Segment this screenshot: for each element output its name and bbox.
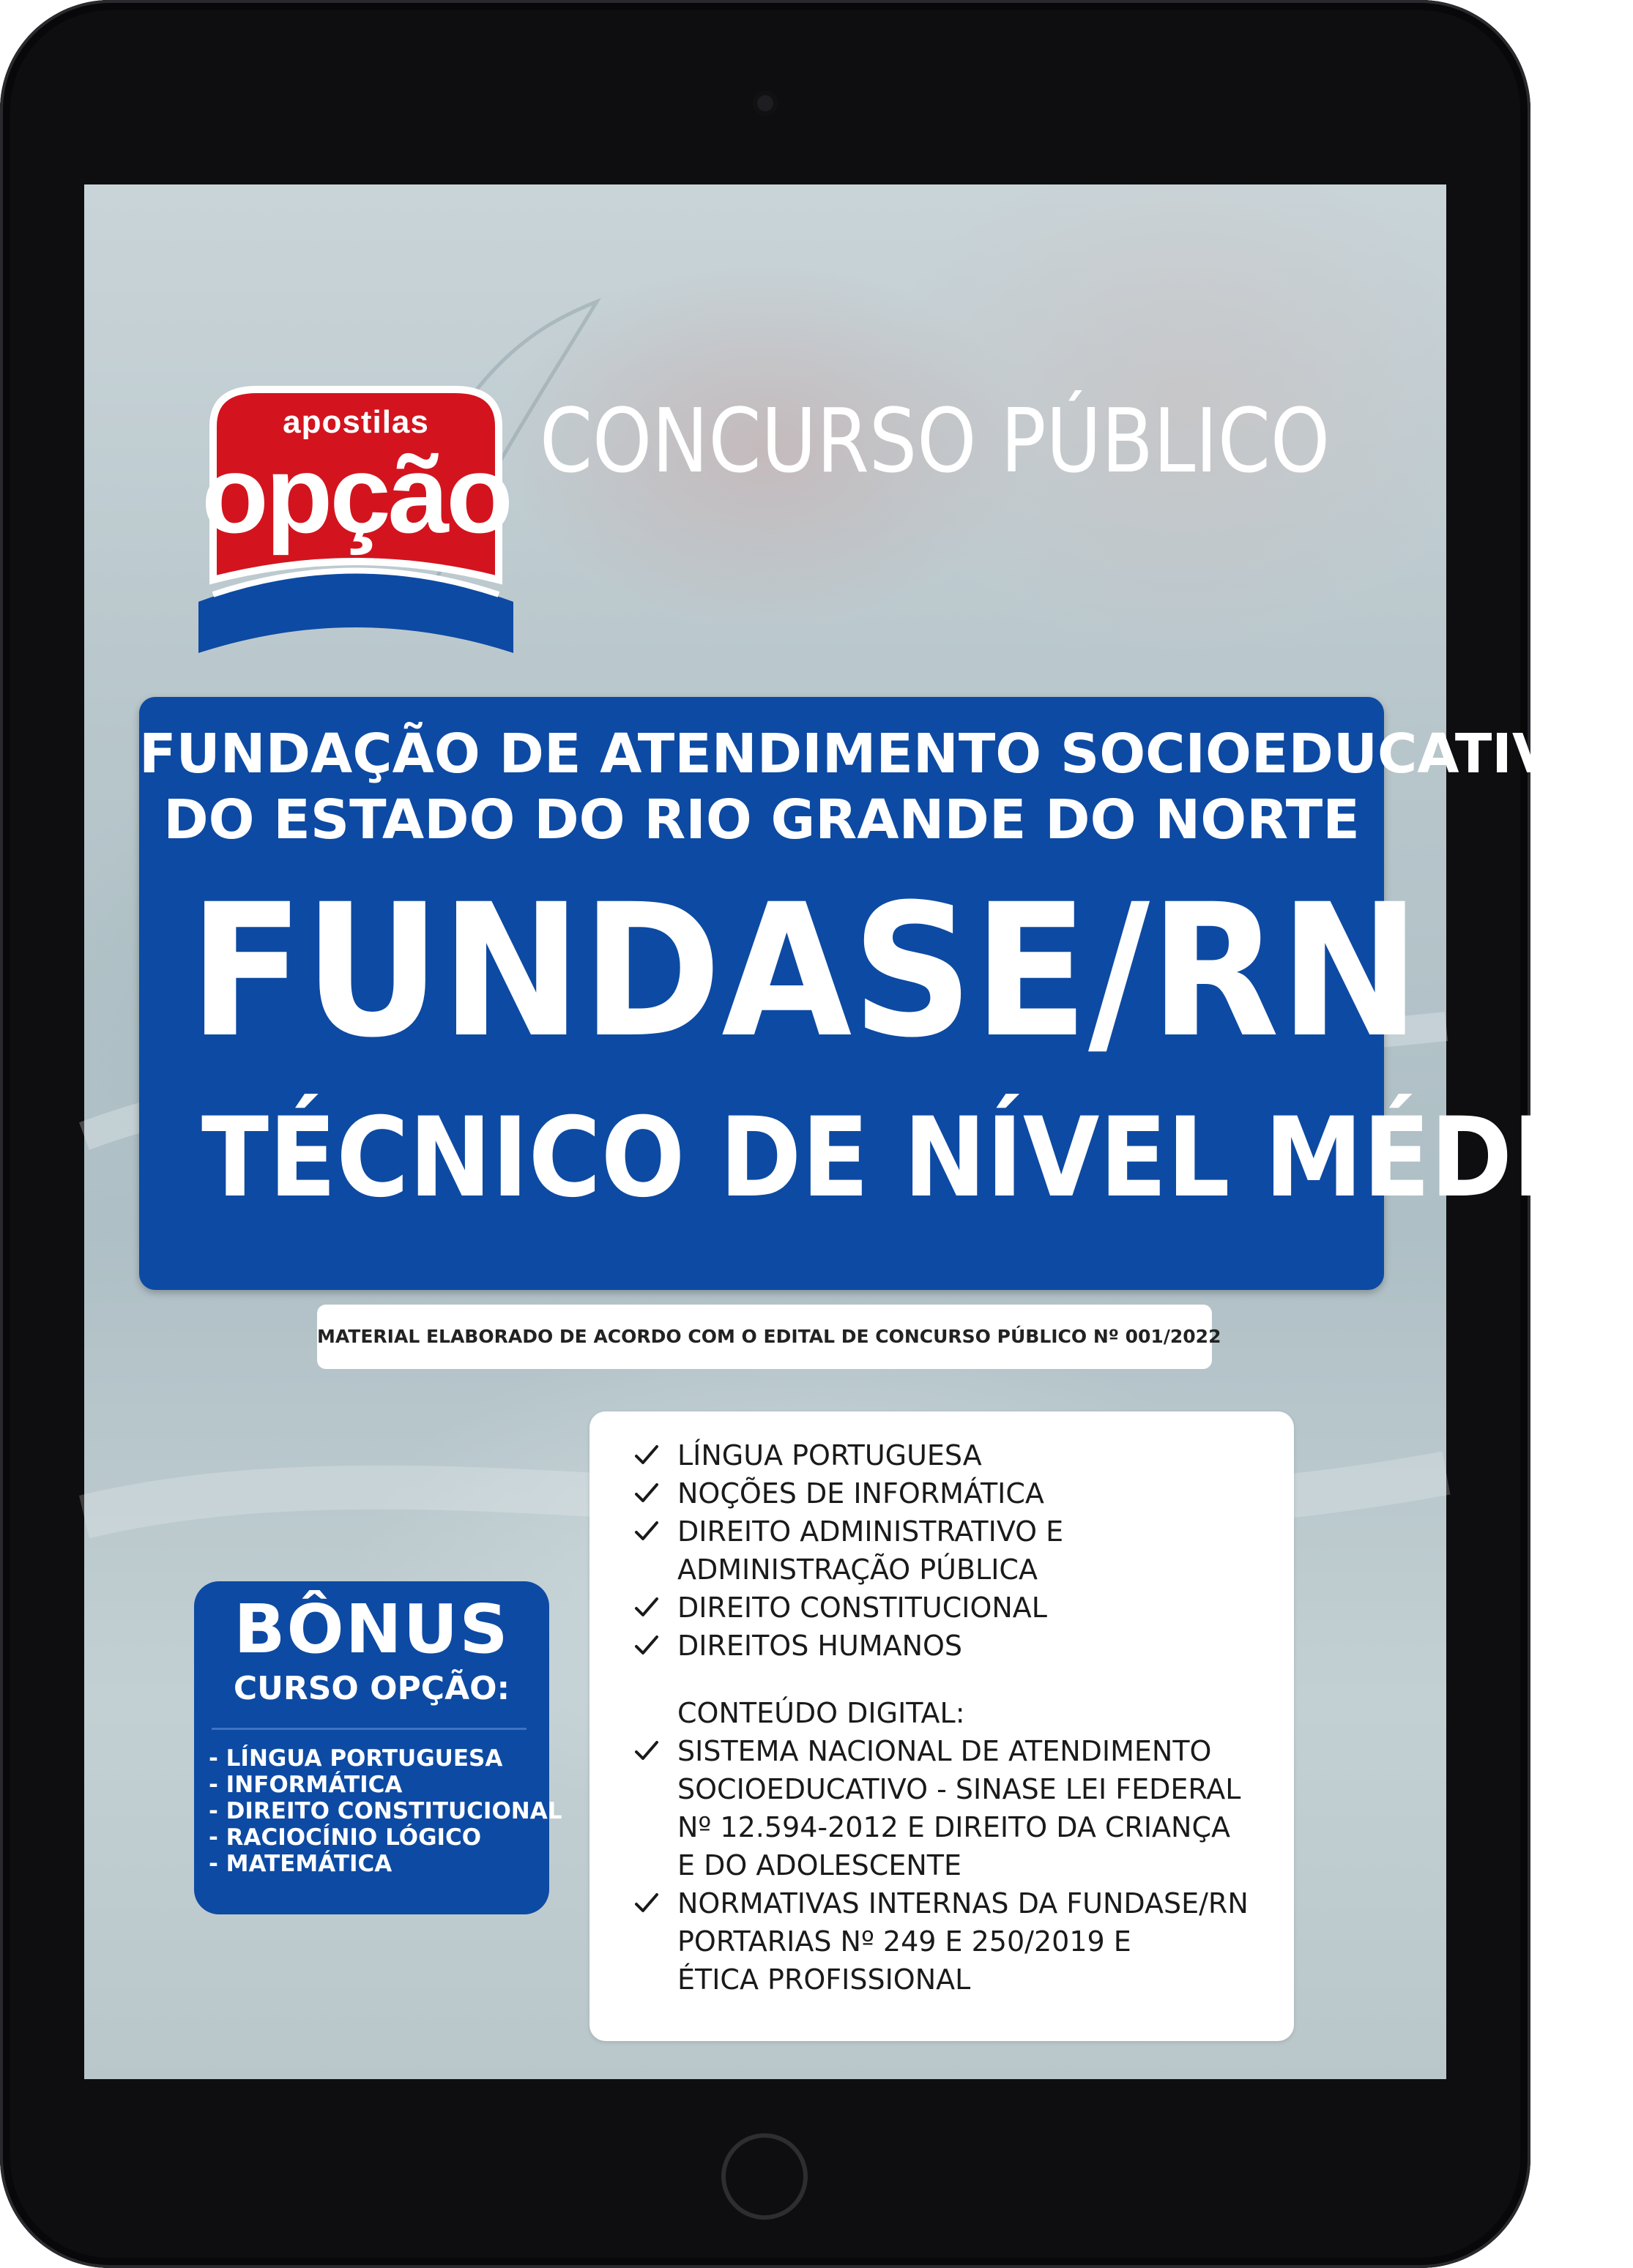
list-item-text: LÍNGUA PORTUGUESA bbox=[677, 1439, 982, 1471]
check-icon bbox=[633, 1890, 660, 1917]
camera-icon bbox=[753, 91, 778, 116]
digital-heading-text: CONTEÚDO DIGITAL: bbox=[677, 1697, 965, 1729]
check-icon bbox=[633, 1594, 660, 1621]
list-item-text: SISTEMA NACIONAL DE ATENDIMENTO bbox=[677, 1735, 1212, 1767]
cover-screen bbox=[84, 184, 1633, 2079]
bonus-subtitle: CURSO OPÇÃO: bbox=[233, 1670, 510, 1707]
concurso-heading: CONCURSO PÚBLICO bbox=[540, 391, 1331, 493]
check-icon bbox=[633, 1633, 660, 1659]
list-item-text: SOCIOEDUCATIVO - SINASE LEI FEDERAL bbox=[677, 1773, 1241, 1805]
edital-note: MATERIAL ELABORADO DE ACORDO COM O EDITAL DE CONCURSO PÚBLICO Nº 001/2022 bbox=[317, 1305, 1212, 1369]
list-item-text: NOÇÕES DE INFORMÁTICA bbox=[677, 1477, 1044, 1510]
bonus-item: - INFORMÁTICA bbox=[209, 1772, 403, 1798]
bonus-item: - MATEMÁTICA bbox=[209, 1851, 393, 1877]
main-title: FUNDASE/RN bbox=[189, 865, 1421, 1078]
list-item bbox=[633, 1512, 1292, 1589]
content-list bbox=[633, 1436, 1292, 1999]
bonus-item: - LÍNGUA PORTUGUESA bbox=[209, 1745, 503, 1772]
org-name-line-2: DO ESTADO DO RIO GRANDE DO NORTE bbox=[163, 788, 1360, 851]
list-item-text: DIREITO ADMINISTRATIVO E bbox=[677, 1515, 1064, 1548]
check-icon bbox=[633, 1518, 660, 1545]
list-item-text: NORMATIVAS INTERNAS DA FUNDASE/RN bbox=[677, 1887, 1249, 1920]
content-panel bbox=[589, 1411, 1294, 2041]
list-item bbox=[633, 1589, 1292, 1627]
job-title: TÉCNICO DE NÍVEL MÉDIO bbox=[201, 1094, 1633, 1222]
list-item bbox=[633, 1732, 1292, 1884]
list-item bbox=[633, 1436, 1292, 1474]
list-item-text: ADMINISTRAÇÃO PÚBLICA bbox=[677, 1553, 1038, 1586]
list-item-text: PORTARIAS Nº 249 E 250/2019 E bbox=[677, 1925, 1131, 1958]
list-item-text: DIREITO CONSTITUCIONAL bbox=[677, 1592, 1047, 1624]
brand-logo bbox=[184, 360, 528, 668]
list-item-text: ÉTICA PROFISSIONAL bbox=[677, 1963, 971, 1996]
list-item-text: Nº 12.594-2012 E DIREITO DA CRIANÇA bbox=[677, 1811, 1231, 1843]
bonus-item: - RACIOCÍNIO LÓGICO bbox=[209, 1824, 482, 1851]
check-icon bbox=[633, 1480, 660, 1507]
bonus-panel bbox=[194, 1581, 562, 1914]
org-name-line-1: FUNDAÇÃO DE ATENDIMENTO SOCIOEDUCATIVO bbox=[139, 723, 1599, 786]
logo-small-text: apostilas bbox=[283, 404, 429, 440]
spacer bbox=[633, 1665, 1292, 1694]
list-item-text: E DO ADOLESCENTE bbox=[677, 1849, 961, 1881]
list-item-text: DIREITOS HUMANOS bbox=[677, 1630, 963, 1662]
list-item bbox=[633, 1884, 1292, 1999]
logo-big-text: opção bbox=[201, 433, 510, 556]
bonus-list bbox=[209, 1745, 562, 1877]
home-button[interactable] bbox=[721, 2133, 808, 2220]
list-item bbox=[633, 1627, 1292, 1665]
digital-heading bbox=[633, 1694, 1292, 1732]
divider bbox=[212, 1728, 527, 1730]
bonus-item: - DIREITO CONSTITUCIONAL bbox=[209, 1798, 562, 1824]
check-icon bbox=[633, 1442, 660, 1469]
bonus-title: BÔNUS bbox=[234, 1590, 510, 1668]
check-icon bbox=[633, 1738, 660, 1764]
list-item bbox=[633, 1474, 1292, 1512]
title-panel bbox=[139, 697, 1633, 1290]
